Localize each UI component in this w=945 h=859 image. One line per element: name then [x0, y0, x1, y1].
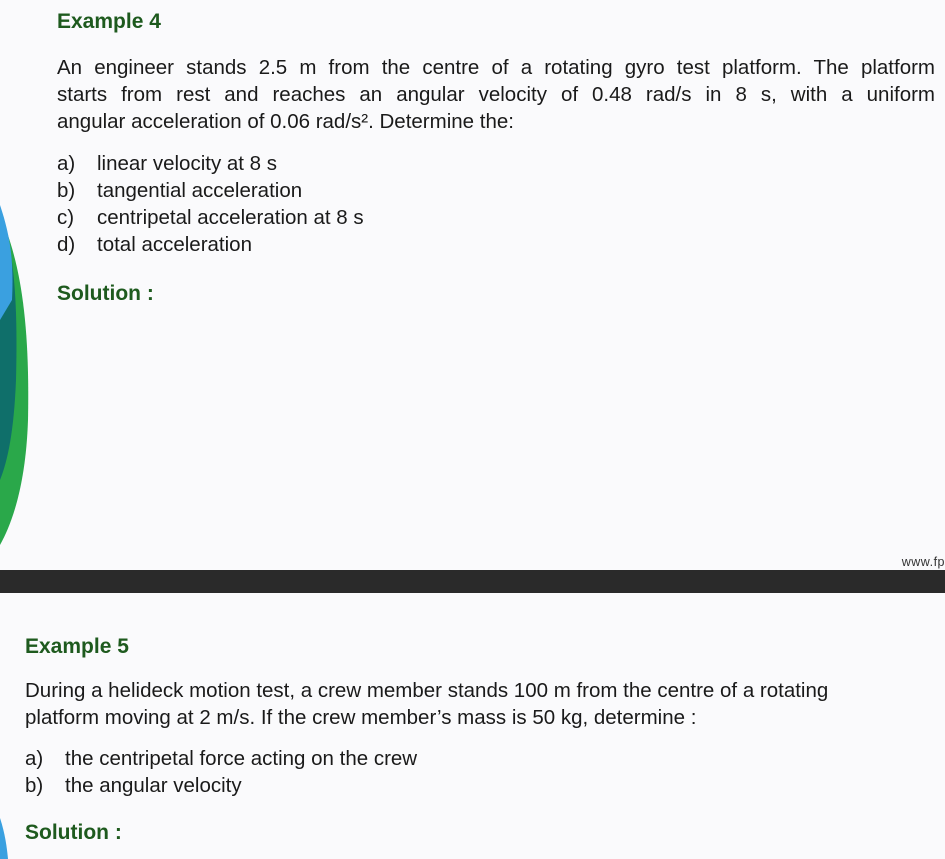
list-item: d) total acceleration: [57, 233, 252, 256]
problem-line: An engineer stands 2.5 m from the centre of a rotating gyro test platform. The platform: [57, 56, 935, 79]
slide-example-5: [0, 593, 945, 859]
example-5-question-list: [25, 745, 417, 799]
list-item: a) the centripetal force acting on the crew: [25, 747, 418, 770]
problem-line: angular acceleration of 0.06 rad/s². Determine the:: [57, 110, 514, 133]
list-item: c) centripetal acceleration at 8 s: [57, 206, 364, 229]
example-4-question-list: [57, 150, 364, 258]
problem-line: starts from rest and reaches an angular velocity of 0.48 rad/s in 8 s, with a uniform: [57, 83, 935, 106]
list-item: b) tangential acceleration: [57, 179, 303, 202]
slide-decoration-left: [0, 0, 60, 570]
example-5-problem-text: [25, 677, 935, 731]
example-4-solution-label: Solution :: [57, 282, 154, 305]
list-item: b) the angular velocity: [25, 774, 242, 797]
example-5-solution-label: Solution :: [25, 821, 122, 844]
problem-line: platform moving at 2 m/s. If the crew member’s mass is 50 kg, determine :: [25, 706, 697, 729]
list-item: a) linear velocity at 8 s: [57, 152, 278, 175]
problem-line: During a helideck motion test, a crew member stands 100 m from the centre of a rotating: [25, 679, 829, 702]
slide-divider: [0, 570, 945, 593]
example-4-title: Example 4: [57, 10, 161, 33]
slide-decoration-left-bottom: [0, 593, 20, 859]
website-url: www.fp: [901, 555, 945, 569]
example-4-problem-text: [57, 54, 935, 135]
example-5-title: Example 5: [25, 635, 129, 658]
